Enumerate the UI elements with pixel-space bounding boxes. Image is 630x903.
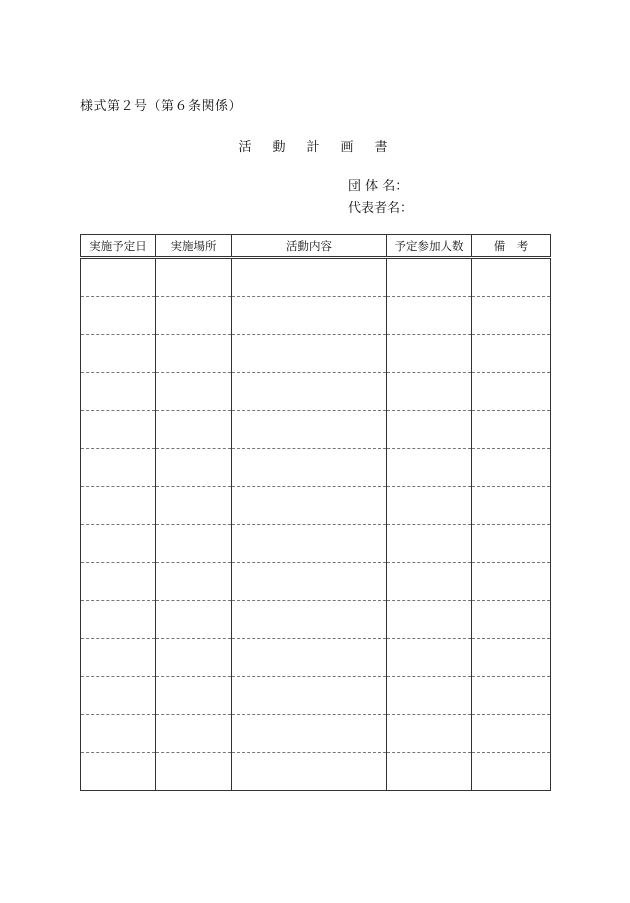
expected-participants-cell[interactable] bbox=[387, 601, 472, 639]
activity-content-cell[interactable] bbox=[232, 335, 387, 373]
expected-participants-cell[interactable] bbox=[387, 297, 472, 335]
table-row bbox=[81, 677, 551, 715]
scheduled-date-cell[interactable] bbox=[81, 525, 156, 563]
venue-cell[interactable] bbox=[156, 525, 232, 563]
table-body bbox=[81, 258, 551, 791]
remarks-cell[interactable] bbox=[472, 525, 551, 563]
activity-content-cell[interactable] bbox=[232, 639, 387, 677]
venue-cell[interactable] bbox=[156, 715, 232, 753]
activity-content-cell[interactable] bbox=[232, 487, 387, 525]
venue-cell[interactable] bbox=[156, 753, 232, 791]
table-row bbox=[81, 411, 551, 449]
venue-cell[interactable] bbox=[156, 297, 232, 335]
remarks-cell[interactable] bbox=[472, 487, 551, 525]
scheduled-date-cell[interactable] bbox=[81, 639, 156, 677]
table-row bbox=[81, 373, 551, 411]
activity-plan-table bbox=[80, 234, 551, 791]
activity-content-cell[interactable] bbox=[232, 677, 387, 715]
document-title: 活 動 計 画 書 bbox=[238, 140, 392, 155]
expected-participants-cell[interactable] bbox=[387, 525, 472, 563]
activity-content-cell[interactable] bbox=[232, 715, 387, 753]
table-row bbox=[81, 563, 551, 601]
expected-participants-cell[interactable] bbox=[387, 639, 472, 677]
remarks-cell[interactable] bbox=[472, 335, 551, 373]
scheduled-date-cell[interactable] bbox=[81, 373, 156, 411]
expected-participants-cell[interactable] bbox=[387, 715, 472, 753]
venue-cell[interactable] bbox=[156, 639, 232, 677]
remarks-cell[interactable] bbox=[472, 411, 551, 449]
column-header-remarks: 備 考 bbox=[472, 235, 551, 258]
scheduled-date-cell[interactable] bbox=[81, 601, 156, 639]
table-row bbox=[81, 449, 551, 487]
remarks-cell[interactable] bbox=[472, 753, 551, 791]
venue-cell[interactable] bbox=[156, 563, 232, 601]
column-header-activity-content: 活動内容 bbox=[232, 235, 387, 258]
activity-content-cell[interactable] bbox=[232, 601, 387, 639]
venue-cell[interactable] bbox=[156, 449, 232, 487]
table-row bbox=[81, 487, 551, 525]
venue-cell[interactable] bbox=[156, 677, 232, 715]
venue-cell[interactable] bbox=[156, 487, 232, 525]
expected-participants-cell[interactable] bbox=[387, 753, 472, 791]
table-row bbox=[81, 335, 551, 373]
applicant-info bbox=[348, 176, 413, 220]
remarks-cell[interactable] bbox=[472, 715, 551, 753]
table-header-row bbox=[81, 235, 551, 258]
column-header-expected-participants: 予定参加人数 bbox=[387, 235, 472, 258]
scheduled-date-cell[interactable] bbox=[81, 715, 156, 753]
table-row bbox=[81, 715, 551, 753]
remarks-cell[interactable] bbox=[472, 601, 551, 639]
remarks-cell[interactable] bbox=[472, 258, 551, 297]
expected-participants-cell[interactable] bbox=[387, 487, 472, 525]
activity-content-cell[interactable] bbox=[232, 525, 387, 563]
activity-content-cell[interactable] bbox=[232, 753, 387, 791]
scheduled-date-cell[interactable] bbox=[81, 563, 156, 601]
table-row bbox=[81, 525, 551, 563]
expected-participants-cell[interactable] bbox=[387, 411, 472, 449]
expected-participants-cell[interactable] bbox=[387, 335, 472, 373]
table-row bbox=[81, 258, 551, 297]
activity-content-cell[interactable] bbox=[232, 449, 387, 487]
venue-cell[interactable] bbox=[156, 258, 232, 297]
expected-participants-cell[interactable] bbox=[387, 373, 472, 411]
expected-participants-cell[interactable] bbox=[387, 258, 472, 297]
column-header-venue: 実施場所 bbox=[156, 235, 232, 258]
scheduled-date-cell[interactable] bbox=[81, 297, 156, 335]
activity-content-cell[interactable] bbox=[232, 258, 387, 297]
scheduled-date-cell[interactable] bbox=[81, 677, 156, 715]
remarks-cell[interactable] bbox=[472, 297, 551, 335]
form-number: 様式第２号（第６条関係） bbox=[80, 99, 243, 114]
activity-content-cell[interactable] bbox=[232, 563, 387, 601]
venue-cell[interactable] bbox=[156, 411, 232, 449]
expected-participants-cell[interactable] bbox=[387, 563, 472, 601]
table-row bbox=[81, 753, 551, 791]
remarks-cell[interactable] bbox=[472, 639, 551, 677]
scheduled-date-cell[interactable] bbox=[81, 335, 156, 373]
remarks-cell[interactable] bbox=[472, 449, 551, 487]
scheduled-date-cell[interactable] bbox=[81, 753, 156, 791]
expected-participants-cell[interactable] bbox=[387, 449, 472, 487]
table-row bbox=[81, 601, 551, 639]
expected-participants-cell[interactable] bbox=[387, 677, 472, 715]
column-header-scheduled-date: 実施予定日 bbox=[81, 235, 156, 258]
scheduled-date-cell[interactable] bbox=[81, 487, 156, 525]
remarks-cell[interactable] bbox=[472, 373, 551, 411]
scheduled-date-cell[interactable] bbox=[81, 258, 156, 297]
organization-name-label: 団 体 名： bbox=[348, 179, 409, 194]
representative-name-label: 代表者名： bbox=[348, 201, 414, 216]
venue-cell[interactable] bbox=[156, 373, 232, 411]
scheduled-date-cell[interactable] bbox=[81, 411, 156, 449]
activity-content-cell[interactable] bbox=[232, 373, 387, 411]
remarks-cell[interactable] bbox=[472, 677, 551, 715]
table-row bbox=[81, 639, 551, 677]
venue-cell[interactable] bbox=[156, 335, 232, 373]
scheduled-date-cell[interactable] bbox=[81, 449, 156, 487]
remarks-cell[interactable] bbox=[472, 563, 551, 601]
activity-content-cell[interactable] bbox=[232, 411, 387, 449]
table-row bbox=[81, 297, 551, 335]
venue-cell[interactable] bbox=[156, 601, 232, 639]
activity-content-cell[interactable] bbox=[232, 297, 387, 335]
